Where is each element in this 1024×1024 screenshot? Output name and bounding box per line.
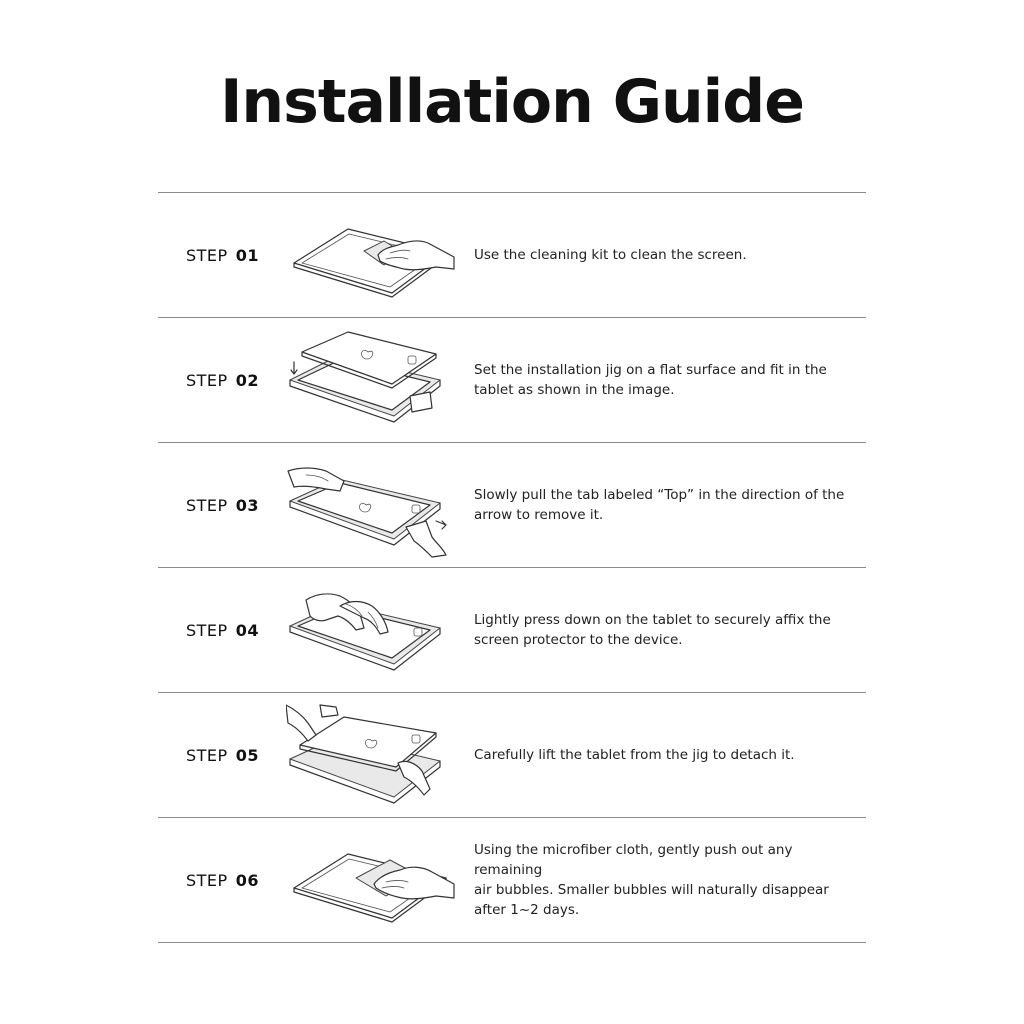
step-text-line: Use the cleaning kit to clean the screen. bbox=[474, 247, 747, 263]
step-number: 02 bbox=[235, 370, 259, 390]
page-title: Installation Guide bbox=[220, 67, 804, 137]
step-row-06 bbox=[158, 818, 866, 943]
step-row-05 bbox=[158, 693, 866, 818]
step-row-02 bbox=[158, 318, 866, 443]
tablet-in-jig-icon bbox=[286, 326, 456, 434]
step-text-line: air bubbles. Smaller bubbles will naturally disappear bbox=[474, 882, 829, 898]
step-description bbox=[474, 818, 854, 942]
step-text-line: arrow to remove it. bbox=[474, 507, 604, 523]
step-row-03 bbox=[158, 443, 866, 568]
step-row-04 bbox=[158, 568, 866, 693]
pull-top-tab-icon bbox=[286, 451, 456, 559]
lift-tablet-icon bbox=[286, 701, 456, 809]
press-tablet-icon bbox=[286, 576, 456, 684]
step-row-01 bbox=[158, 193, 866, 318]
microfiber-cloth-icon bbox=[286, 826, 456, 934]
step-word: STEP bbox=[186, 495, 228, 515]
step-word: STEP bbox=[186, 870, 228, 890]
step-text-line: Lightly press down on the tablet to securely affix the bbox=[474, 612, 831, 628]
step-word: STEP bbox=[186, 370, 228, 390]
tablet-cleaning-kit-icon bbox=[286, 201, 456, 309]
step-description bbox=[474, 568, 854, 692]
step-label bbox=[186, 318, 259, 442]
steps-list bbox=[158, 192, 866, 943]
step-description bbox=[474, 193, 854, 317]
step-text-line: Slowly pull the tab labeled “Top” in the direction of the bbox=[474, 487, 845, 503]
step-label bbox=[186, 443, 259, 567]
step-word: STEP bbox=[186, 745, 228, 765]
step-description bbox=[474, 443, 854, 567]
step-description bbox=[474, 693, 854, 817]
step-label bbox=[186, 568, 259, 692]
step-text-line: screen protector to the device. bbox=[474, 632, 683, 648]
step-number: 03 bbox=[235, 495, 259, 515]
step-number: 05 bbox=[235, 745, 259, 765]
step-text-line: Using the microfiber cloth, gently push out any remaining bbox=[474, 842, 793, 878]
step-text-line: tablet as shown in the image. bbox=[474, 382, 675, 398]
step-word: STEP bbox=[186, 245, 228, 265]
step-number: 01 bbox=[235, 245, 259, 265]
step-text-line: Set the installation jig on a flat surface and fit in the bbox=[474, 362, 827, 378]
step-label bbox=[186, 818, 259, 942]
step-text-line: Carefully lift the tablet from the jig to detach it. bbox=[474, 747, 795, 763]
step-description bbox=[474, 318, 854, 442]
step-text-line: after 1~2 days. bbox=[474, 902, 580, 918]
step-number: 04 bbox=[235, 620, 259, 640]
step-number: 06 bbox=[235, 870, 259, 890]
step-label bbox=[186, 693, 259, 817]
step-label bbox=[186, 193, 259, 317]
step-word: STEP bbox=[186, 620, 228, 640]
